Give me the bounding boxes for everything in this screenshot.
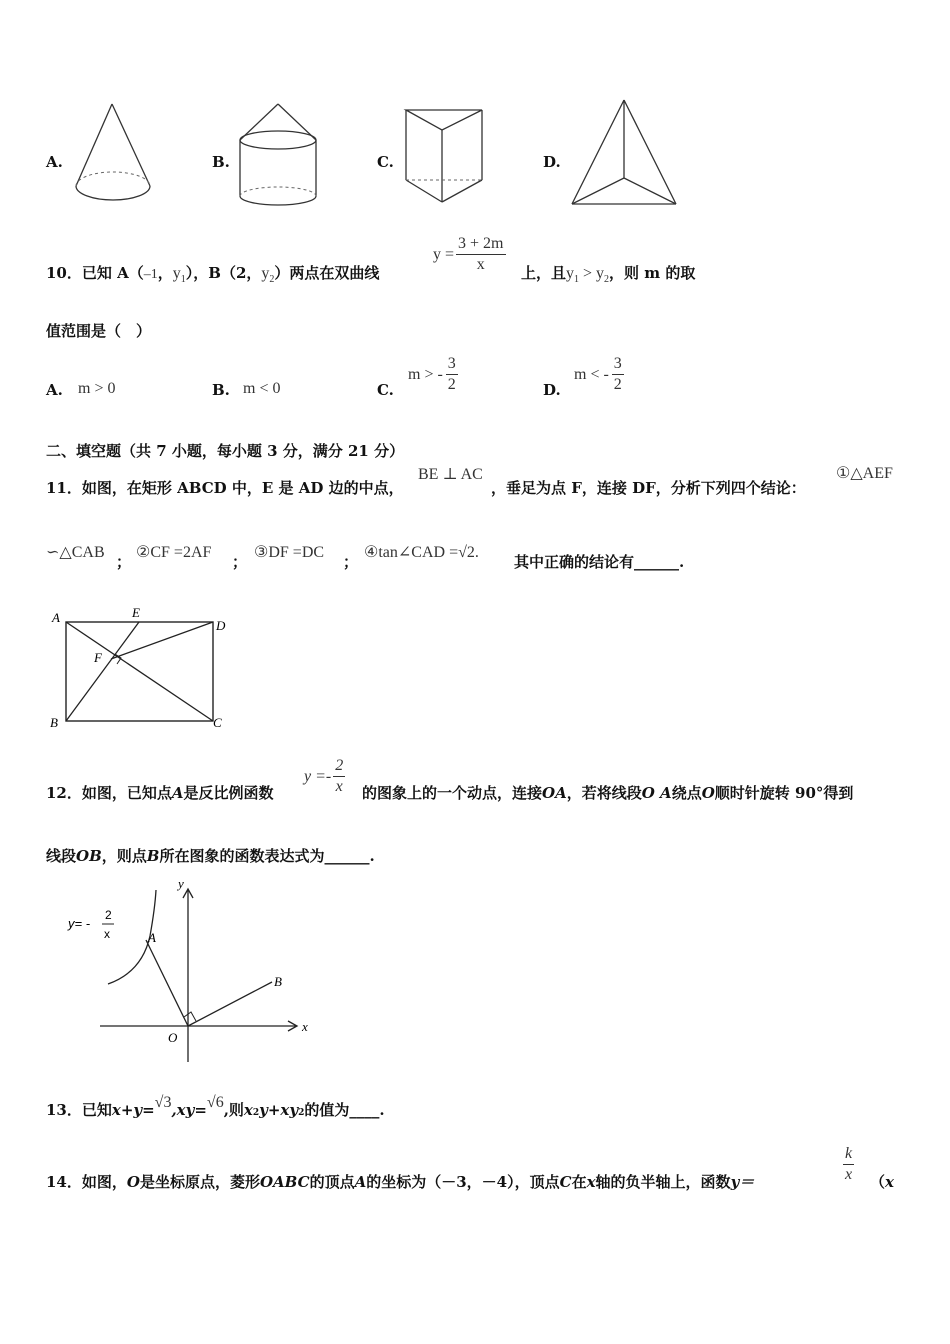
- q11-text-2: ，垂足为点 F，连接 DF，分析下列四个结论：: [491, 479, 806, 497]
- q11-conclusion-1b: ∽△CAB: [46, 544, 105, 561]
- q9-option-d-label: D.: [543, 153, 561, 171]
- q14-line-end: （x: [870, 1173, 894, 1191]
- q10-option-a-expr: m > 0: [78, 380, 116, 397]
- q11-label-e: E: [132, 605, 140, 620]
- q10-option-d-expr: m < - $\frac{3}{2}$: [574, 355, 622, 393]
- q10-option-a: A.: [46, 381, 63, 399]
- q10-option-b: B.: [212, 381, 230, 399]
- q10-line1-end: 上，且$y_1 > y_2$，则 m 的取: [521, 264, 696, 286]
- q12-line1-start: 12．如图，已知点A是反比例函数: [46, 784, 274, 802]
- q14-line: 14．如图，O是坐标原点，菱形OABC的顶点A的坐标为（－3，－4），顶点C在x轴的负半轴上，函数y＝: [46, 1173, 755, 1191]
- q9-option-c-label: C.: [377, 153, 394, 171]
- q10-line1: [46, 262, 379, 285]
- q14-fraction: $\frac{k}{x}$: [845, 1145, 853, 1183]
- q12-function-formula: y =- $\frac{2}{x}$: [304, 757, 344, 795]
- q12-line2: 线段OB，则点B所在图象的函数表达式为______.: [46, 847, 375, 865]
- q10-option-d: D.: [543, 381, 561, 399]
- q9-option-a-label: A.: [46, 153, 63, 171]
- q12-label-y-axis: y: [178, 876, 184, 891]
- q11-semicolon-3: ；: [343, 553, 359, 571]
- q10-y1: $y_1$: [172, 265, 186, 286]
- q12-curve-label-den: x: [104, 927, 110, 941]
- q11-label-c: C: [213, 715, 222, 730]
- q12-label-b: B: [274, 974, 282, 989]
- q11-conclusion-3: ③DF =DC: [254, 544, 325, 561]
- q11-semicolon-1: ；: [116, 553, 132, 571]
- q11-label-f: F: [94, 650, 102, 665]
- q12-curve-label-num: 2: [105, 908, 112, 922]
- q10-text-2: ），B（2，: [185, 264, 262, 282]
- q11-label-d: D: [216, 618, 226, 633]
- q11-label-b: B: [50, 715, 58, 730]
- q13-sqrt-6: √6: [206, 1094, 224, 1111]
- q10-option-c: C.: [377, 381, 394, 399]
- q10-sep: ，: [157, 264, 173, 282]
- q11-text-1: 11．如图，在矩形 ABCD 中，E 是 AD 边的中点，: [46, 479, 404, 497]
- pyramid-figure: [568, 96, 683, 210]
- q12-line1-end: 的图象上的一个动点，连接OA，若将线段O A绕点O顺时针旋转 90°得到: [362, 784, 854, 802]
- q11-rectangle-figure: [46, 604, 246, 734]
- q11-semicolon-2: ；: [232, 553, 248, 571]
- q12-coordinate-figure: [60, 876, 320, 1066]
- q13-line: 13．已知 x+y= √3 ,xy= √6 ,则 x $_2$ y+xy $_2$ 的值为____.: [46, 1094, 385, 1119]
- q9-option-b-label: B.: [212, 153, 230, 171]
- q11-conclusion-2: ②CF =2AF: [136, 544, 212, 561]
- prism-figure: [402, 104, 492, 210]
- q11-condition: BE ⊥ AC: [418, 466, 483, 483]
- q11-label-a: A: [52, 610, 60, 625]
- q11-conclusion-4: ④tan∠CAD =√2.: [364, 544, 479, 561]
- cone-figure: [70, 100, 160, 210]
- q10-y2: $y_2$: [261, 265, 275, 286]
- q13-sqrt-3: √3: [154, 1094, 172, 1111]
- section-2-heading: 二、填空题（共 7 小题，每小题 3 分，满分 21 分）: [46, 442, 405, 460]
- q12-label-a: A: [148, 930, 156, 945]
- q10-text-3: ）两点在双曲线: [274, 264, 380, 282]
- q12-label-origin: O: [168, 1030, 178, 1045]
- q10-line2: 值范围是（ ）: [46, 322, 152, 340]
- q10-option-b-expr: m < 0: [243, 380, 281, 397]
- q11-conclusion-1a: ①△AEF: [836, 465, 893, 482]
- q11-text-3: 其中正确的结论有______.: [514, 553, 685, 571]
- q12-curve-label: y= -: [68, 916, 91, 931]
- q10-a-x: –1: [143, 267, 158, 282]
- q10-text-1: 10．已知 A（: [46, 264, 144, 282]
- q10-hyperbola-formula: y = $\frac{3 + 2m}{x}$: [433, 235, 504, 273]
- cylinder-cone-figure: [234, 100, 324, 210]
- q12-label-x-axis: x: [302, 1019, 308, 1034]
- q10-option-c-expr: m > - $\frac{3}{2}$: [408, 355, 456, 393]
